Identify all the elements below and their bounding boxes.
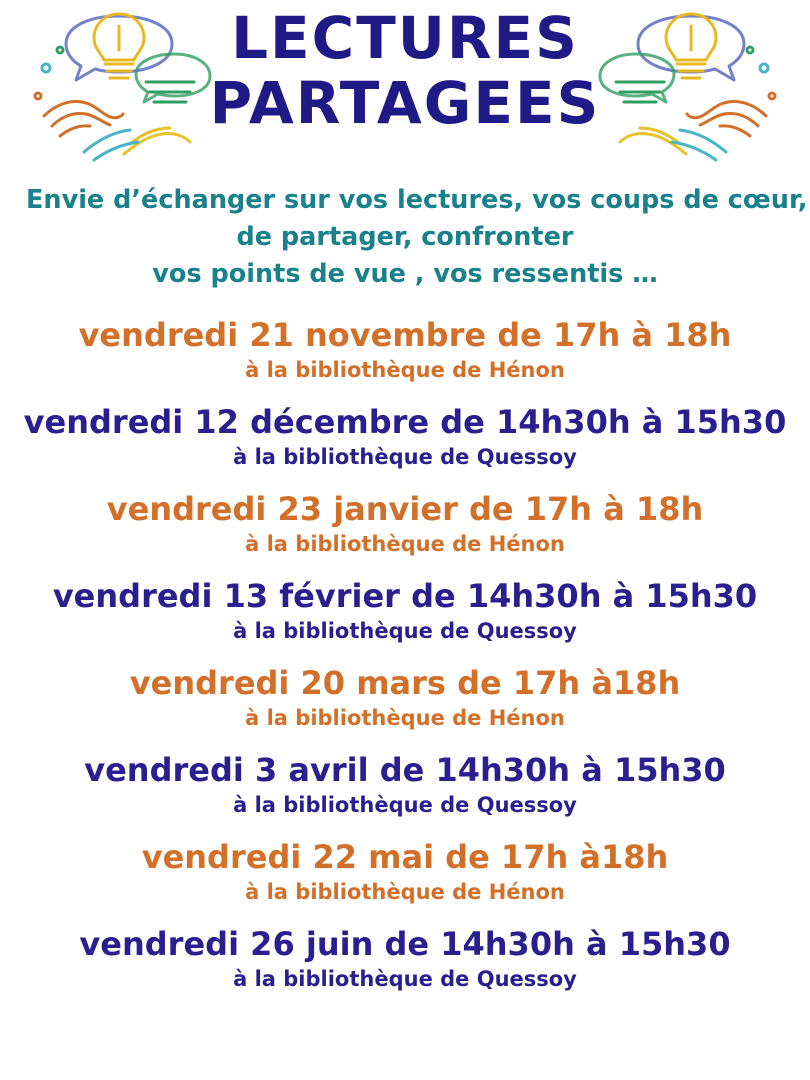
list-item bbox=[18, 317, 792, 384]
session-list bbox=[0, 317, 810, 993]
poster-header bbox=[0, 0, 810, 168]
page-title bbox=[190, 0, 620, 136]
title-line-1: LECTURES bbox=[231, 4, 579, 72]
session-datetime: vendredi 22 mai de 17h à18h bbox=[141, 838, 669, 877]
session-datetime: vendredi 12 décembre de 14h30h à 15h30 bbox=[23, 402, 787, 441]
list-item bbox=[18, 491, 792, 558]
list-item bbox=[18, 665, 792, 732]
session-location: à la bibliothèque de Hénon bbox=[245, 705, 565, 730]
intro-line-1: Envie d’échanger sur vos lectures, vos coups de cœur, bbox=[26, 185, 808, 215]
intro-line-3: vos points de vue , vos ressentis … bbox=[152, 258, 658, 289]
lightbulb-speech-bubble-hands-icon bbox=[596, 4, 786, 164]
session-datetime: vendredi 20 mars de 17h à18h bbox=[129, 664, 681, 703]
list-item bbox=[18, 839, 792, 906]
session-location: à la bibliothèque de Quessoy bbox=[233, 444, 577, 469]
session-location: à la bibliothèque de Hénon bbox=[245, 531, 565, 556]
lightbulb-speech-bubble-hands-icon bbox=[24, 4, 214, 164]
intro-line-2: de partager, confronter bbox=[236, 221, 574, 252]
session-datetime: vendredi 13 février de 14h30h à 15h30 bbox=[52, 577, 758, 616]
session-location: à la bibliothèque de Hénon bbox=[245, 357, 565, 382]
list-item bbox=[18, 926, 792, 993]
session-location: à la bibliothèque de Hénon bbox=[245, 879, 565, 904]
session-location: à la bibliothèque de Quessoy bbox=[233, 618, 577, 643]
session-datetime: vendredi 23 janvier de 17h à 18h bbox=[106, 490, 704, 528]
session-datetime: vendredi 3 avril de 14h30h à 15h30 bbox=[84, 751, 726, 790]
session-datetime: vendredi 26 juin de 14h30h à 15h30 bbox=[79, 925, 731, 964]
session-location: à la bibliothèque de Quessoy bbox=[233, 966, 577, 991]
list-item bbox=[18, 752, 792, 819]
intro-text bbox=[0, 182, 810, 293]
list-item bbox=[18, 578, 792, 645]
session-location: à la bibliothèque de Quessoy bbox=[233, 792, 577, 817]
list-item bbox=[18, 404, 792, 471]
title-line-2: PARTAGEES bbox=[209, 68, 601, 137]
session-datetime: vendredi 21 novembre de 17h à 18h bbox=[78, 315, 732, 354]
